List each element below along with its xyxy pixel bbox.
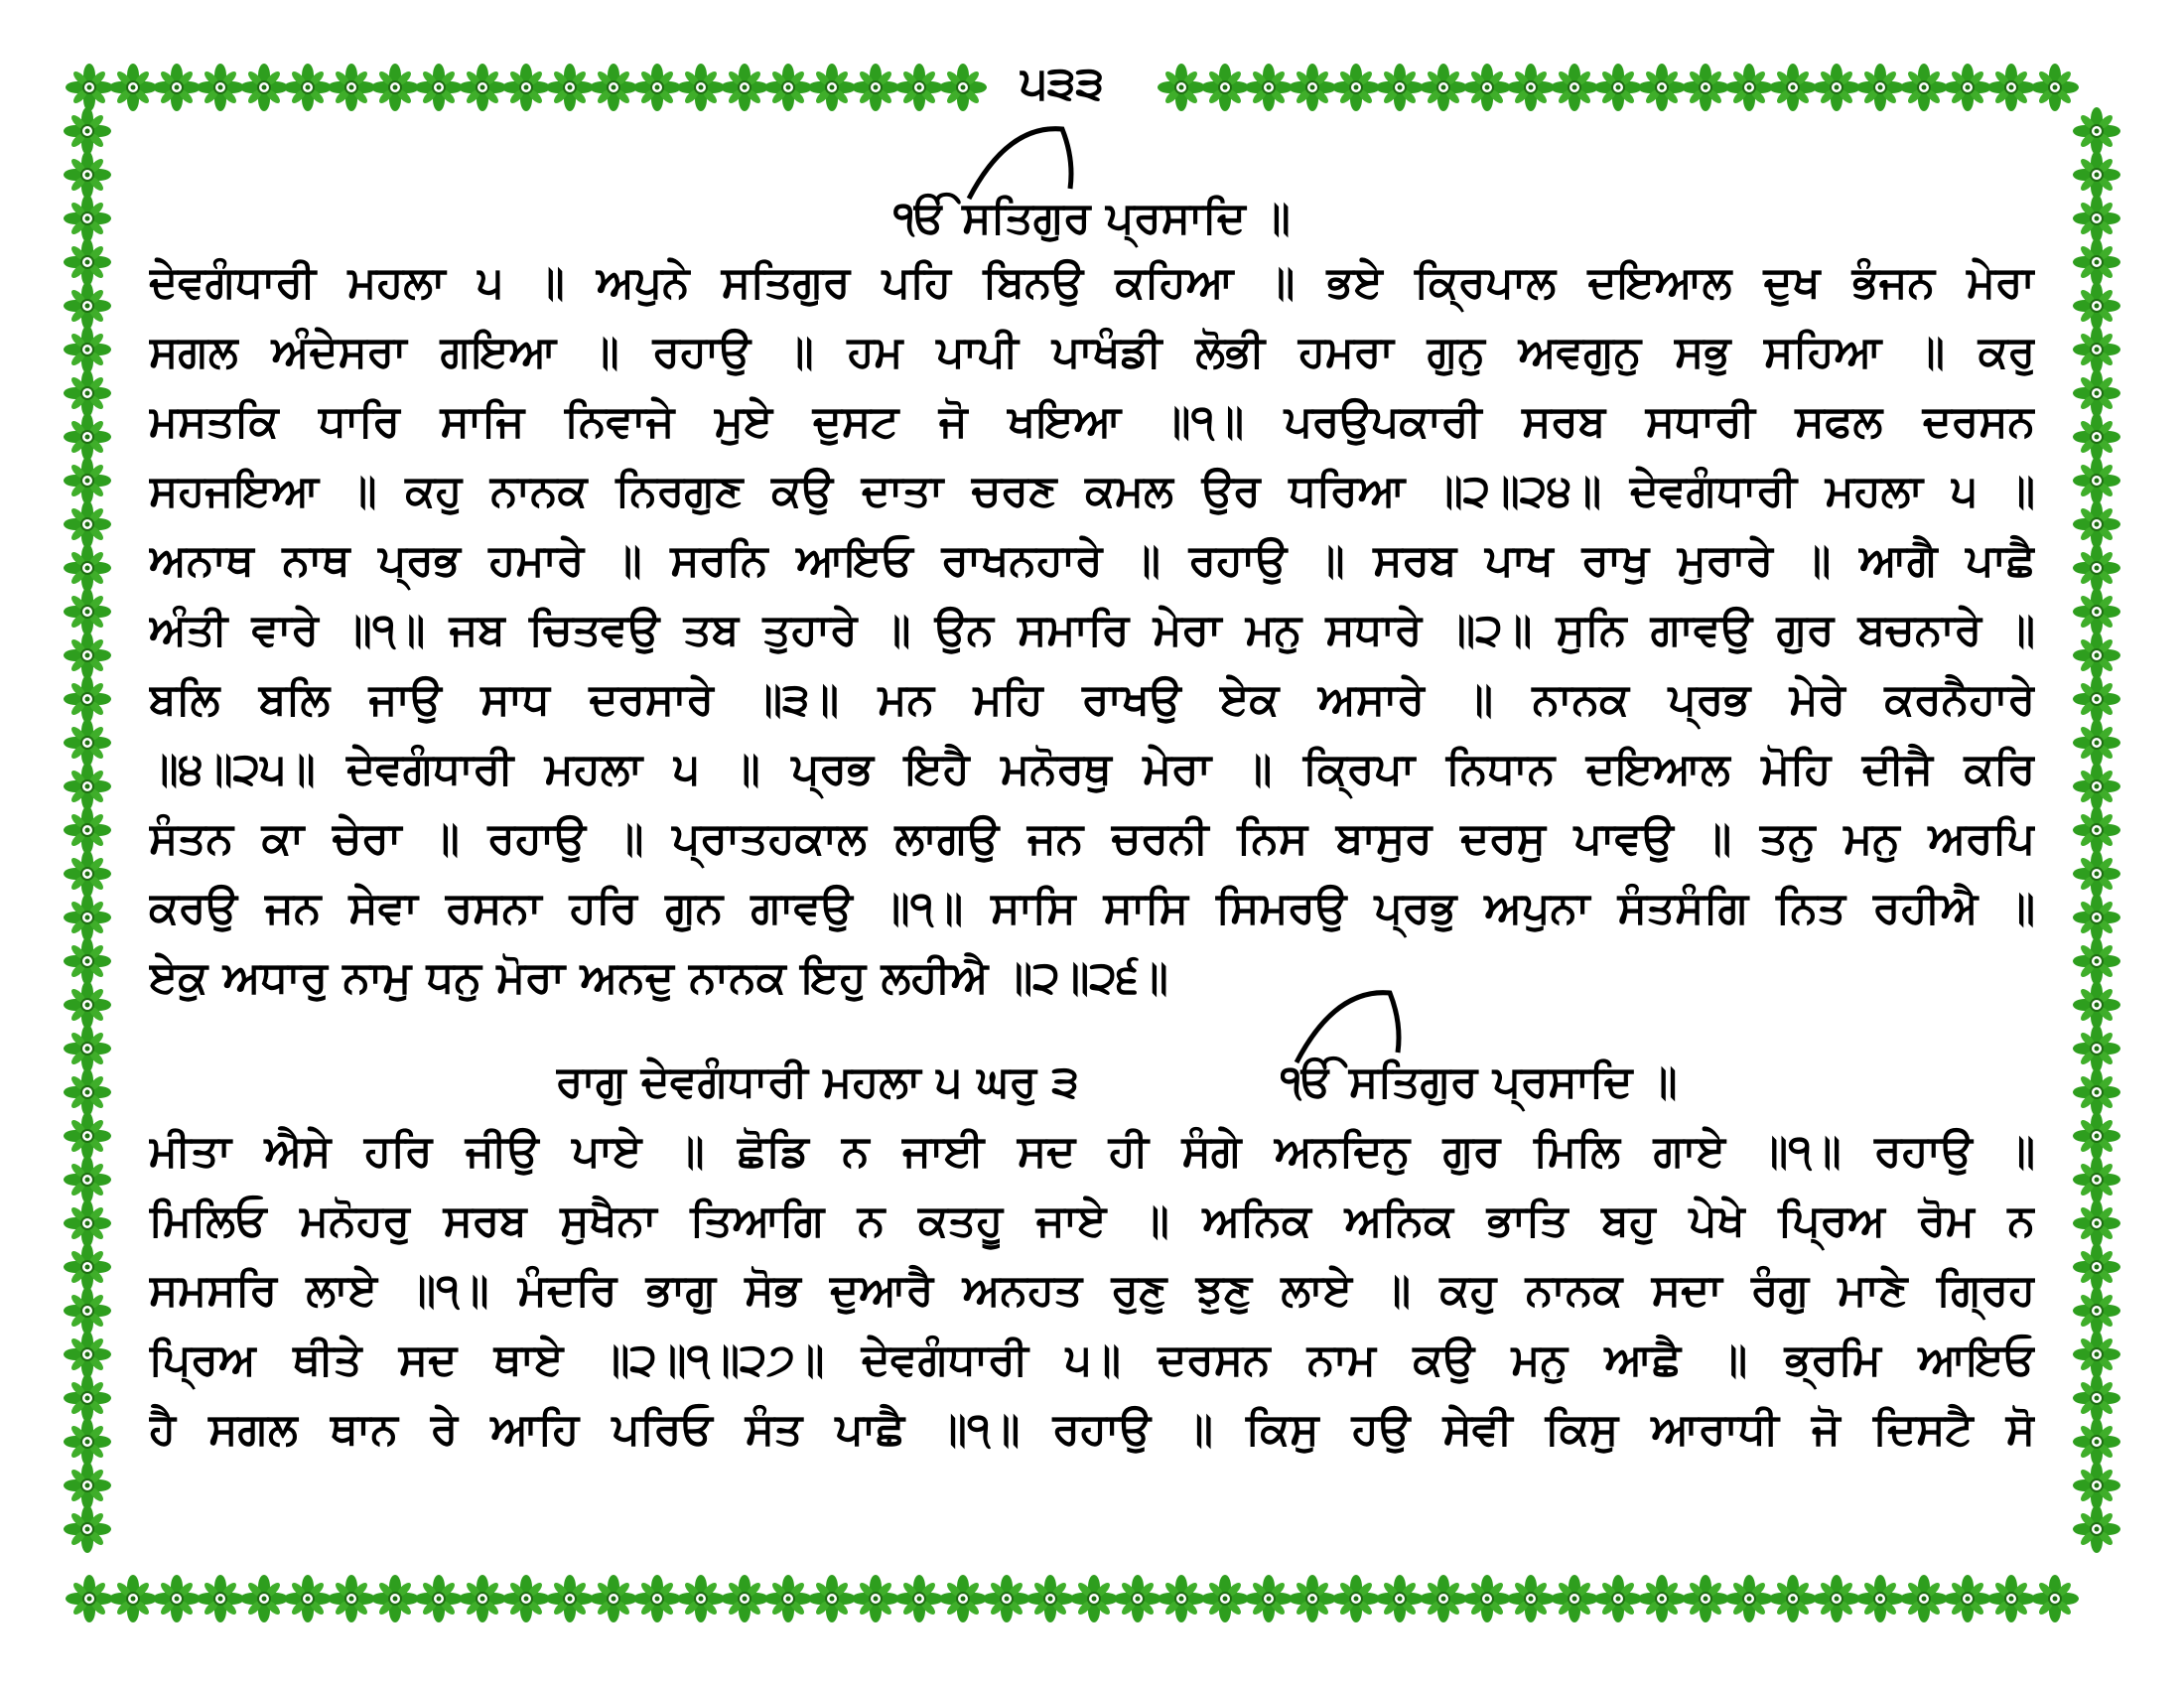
flower-icon bbox=[284, 64, 332, 111]
flower-icon bbox=[1944, 1575, 1991, 1622]
flower-icon bbox=[852, 64, 899, 111]
flower-icon bbox=[2073, 413, 2120, 461]
flower-icon bbox=[64, 937, 111, 985]
flower-icon bbox=[1725, 64, 1773, 111]
flower-icon bbox=[1245, 64, 1293, 111]
flower-icon bbox=[64, 850, 111, 898]
flower-icon bbox=[371, 64, 419, 111]
flower-icon bbox=[764, 1575, 812, 1622]
flower-icon bbox=[2073, 107, 2120, 155]
flower-icon bbox=[2073, 763, 2120, 810]
flower-icon bbox=[64, 195, 111, 242]
flower-icon bbox=[64, 500, 111, 548]
flower-icon bbox=[2073, 806, 2120, 854]
flower-icon bbox=[64, 675, 111, 723]
flower-icon bbox=[2073, 326, 2120, 373]
text-line: ਦੇਵਗੰਧਾਰੀ ਮਹਲਾ ੫ ॥ ਅਪੁਨੇ ਸਤਿਗੁਰ ਪਹਿ ਬਿਨਉ ਕਹਿਆ ॥ ਭਏ ਕ੍ਰਿਪਾਲ ਦਇਆਲ ਦੁਖ ਭੰਜਨ ਮੇਰਾ bbox=[149, 257, 2035, 308]
flower-icon bbox=[2073, 1287, 2120, 1335]
flower-icon bbox=[328, 1575, 375, 1622]
flower-icon bbox=[1158, 64, 1205, 111]
flower-icon bbox=[502, 1575, 550, 1622]
flower-icon bbox=[64, 1462, 111, 1509]
flower-icon bbox=[1682, 64, 1729, 111]
text-line: ਹੈ ਸਗਲ ਥਾਨ ਰੇ ਆਹਿ ਪਰਿਓ ਸੰਤ ਪਾਛੈ ॥੧॥ ਰਹਾਉ ॥ ਕਿਸੁ ਹਉ ਸੇਵੀ ਕਿਸੁ ਆਰਾਧੀ ਜੋ ਦਿਸਟੈ ਸੋ bbox=[149, 1404, 2035, 1455]
flower-icon bbox=[64, 1112, 111, 1160]
flower-icon bbox=[2073, 894, 2120, 941]
flower-icon bbox=[1158, 1575, 1205, 1622]
flower-icon bbox=[2073, 981, 2120, 1029]
flower-icon bbox=[590, 1575, 637, 1622]
flower-icon bbox=[64, 413, 111, 461]
flower-icon bbox=[240, 64, 288, 111]
flower-icon bbox=[284, 1575, 332, 1622]
flower-icon bbox=[1769, 64, 1817, 111]
flower-icon bbox=[1332, 64, 1380, 111]
flower-icon bbox=[2073, 500, 2120, 548]
flower-icon bbox=[64, 238, 111, 286]
flower-icon bbox=[1507, 64, 1555, 111]
flower-icon bbox=[2073, 151, 2120, 199]
text-line: ਬਲਿ ਬਲਿ ਜਾਉ ਸਾਧ ਦਰਸਾਰੇ ॥੩॥ ਮਨ ਮਹਿ ਰਾਖਉ ਏਕ ਅਸਾਰੇ ॥ ਨਾਨਕ ਪ੍ਰਭ ਮੇਰੇ ਕਰਨੈਹਾਰੇ bbox=[149, 674, 2035, 725]
flower-icon bbox=[64, 1199, 111, 1247]
flower-icon bbox=[64, 369, 111, 417]
flower-icon bbox=[1245, 1575, 1293, 1622]
flower-icon bbox=[546, 64, 594, 111]
flower-icon bbox=[2073, 719, 2120, 767]
flower-icon bbox=[2073, 675, 2120, 723]
flower-icon bbox=[2073, 238, 2120, 286]
flower-icon bbox=[1987, 64, 2035, 111]
flower-icon bbox=[633, 64, 681, 111]
flower-icon bbox=[2073, 282, 2120, 330]
flower-icon bbox=[1900, 64, 1948, 111]
flower-icon bbox=[1900, 1575, 1948, 1622]
flower-icon bbox=[64, 1068, 111, 1116]
flower-icon bbox=[64, 632, 111, 679]
flower-icon bbox=[64, 1374, 111, 1422]
flower-icon bbox=[1638, 1575, 1686, 1622]
flower-icon bbox=[1856, 64, 1904, 111]
flower-icon bbox=[1114, 1575, 1161, 1622]
flower-icon bbox=[2073, 937, 2120, 985]
flower-icon bbox=[2073, 632, 2120, 679]
flower-icon bbox=[64, 326, 111, 373]
page-number: ੫੩੩ bbox=[1003, 48, 1122, 117]
flower-icon bbox=[197, 64, 244, 111]
flower-icon bbox=[64, 719, 111, 767]
text-line: ਮਸਤਕਿ ਧਾਰਿ ਸਾਜਿ ਨਿਵਾਜੇ ਮੁਏ ਦੁਸਟ ਜੋ ਖਇਆ ॥੧॥ ਪਰਉਪਕਾਰੀ ਸਰਬ ਸਧਾਰੀ ਸਫਲ ਦਰਸਨ bbox=[149, 396, 2035, 447]
flower-icon bbox=[1944, 64, 1991, 111]
flower-icon bbox=[2073, 1068, 2120, 1116]
flower-icon bbox=[64, 806, 111, 854]
text-line: ॥੪॥੨੫॥ ਦੇਵਗੰਧਾਰੀ ਮਹਲਾ ੫ ॥ ਪ੍ਰਭ ਇਹੈ ਮਨੋਰਥੁ ਮੇਰਾ ॥ ਕ੍ਰਿਪਾ ਨਿਧਾਨ ਦਇਆਲ ਮੋਹਿ ਦੀਜੈ ਕਰਿ bbox=[149, 744, 2035, 794]
flower-icon bbox=[2031, 1575, 2079, 1622]
flower-icon bbox=[1463, 64, 1511, 111]
text-line: ਮੀਤਾ ਐਸੇ ਹਰਿ ਜੀਉ ਪਾਏ ॥ ਛੋਡਿ ਨ ਜਾਈ ਸਦ ਹੀ ਸੰਗੇ ਅਨਦਿਨੁ ਗੁਰ ਮਿਲਿ ਗਾਏ ॥੧॥ ਰਹਾਉ ॥ bbox=[149, 1126, 2035, 1177]
flower-icon bbox=[64, 1331, 111, 1378]
flower-icon bbox=[1070, 1575, 1118, 1622]
flower-icon bbox=[1420, 64, 1467, 111]
flower-icon bbox=[895, 1575, 943, 1622]
flower-icon bbox=[64, 1287, 111, 1335]
flower-icon bbox=[1725, 1575, 1773, 1622]
flower-icon bbox=[2073, 1199, 2120, 1247]
flower-icon bbox=[2031, 64, 2079, 111]
flower-icon bbox=[895, 64, 943, 111]
flower-icon bbox=[371, 1575, 419, 1622]
flower-icon bbox=[1201, 1575, 1249, 1622]
flower-icon bbox=[64, 1156, 111, 1203]
flower-icon bbox=[1769, 1575, 1817, 1622]
flower-icon bbox=[64, 894, 111, 941]
flower-icon bbox=[1289, 1575, 1336, 1622]
flower-icon bbox=[64, 763, 111, 810]
flower-icon bbox=[1289, 64, 1336, 111]
flower-icon bbox=[1376, 1575, 1424, 1622]
section-heading: ਰਾਗੁ ਦੇਵਗੰਧਾਰੀ ਮਹਲਾ ੫ ਘਰੁ ੩ bbox=[556, 1056, 1079, 1107]
flower-icon bbox=[1201, 64, 1249, 111]
flower-icon bbox=[2073, 457, 2120, 504]
flower-icon bbox=[1594, 1575, 1642, 1622]
flower-icon bbox=[66, 1575, 113, 1622]
flower-icon bbox=[109, 64, 157, 111]
flower-icon bbox=[1420, 1575, 1467, 1622]
flower-icon bbox=[2073, 850, 2120, 898]
flower-icon bbox=[2073, 1374, 2120, 1422]
flower-icon bbox=[64, 282, 111, 330]
flower-icon bbox=[939, 64, 987, 111]
flower-icon bbox=[1987, 1575, 2035, 1622]
header-invocation: ੴ ਸਤਿਗੁਰ ਪ੍ਰਸਾਦਿ ॥ bbox=[893, 193, 1291, 243]
flower-icon bbox=[415, 1575, 463, 1622]
flower-icon bbox=[721, 64, 768, 111]
flower-icon bbox=[808, 1575, 856, 1622]
text-line: ਪ੍ਰਿਅ ਥੀਤੇ ਸਦ ਥਾਏ ॥੨॥੧॥੨੭॥ ਦੇਵਗੰਧਾਰੀ ੫॥ ਦਰਸਨ ਨਾਮ ਕਉ ਮਨੁ ਆਛੈ ॥ ਭ੍ਰਮਿ ਆਇਓ bbox=[149, 1335, 2035, 1385]
flower-icon bbox=[590, 64, 637, 111]
flower-icon bbox=[677, 1575, 725, 1622]
flower-icon bbox=[64, 151, 111, 199]
flower-icon bbox=[2073, 1505, 2120, 1553]
flower-icon bbox=[633, 1575, 681, 1622]
flower-icon bbox=[1463, 1575, 1511, 1622]
flower-icon bbox=[546, 1575, 594, 1622]
text-line: ਅਨਾਥ ਨਾਥ ਪ੍ਰਭ ਹਮਾਰੇ ॥ ਸਰਨਿ ਆਇਓ ਰਾਖਨਹਾਰੇ ॥ ਰਹਾਉ ॥ ਸਰਬ ਪਾਖ ਰਾਖੁ ਮੁਰਾਰੇ ॥ ਆਗੈ ਪਾਛੈ bbox=[149, 535, 2035, 586]
text-line: ਸਹਜਇਆ ॥ ਕਹੁ ਨਾਨਕ ਨਿਰਗੁਣ ਕਉ ਦਾਤਾ ਚਰਣ ਕਮਲ ਉਰ ਧਰਿਆ ॥੨॥੨੪॥ ਦੇਵਗੰਧਾਰੀ ਮਹਲਾ ੫ ॥ bbox=[149, 466, 2035, 516]
flower-icon bbox=[808, 64, 856, 111]
flower-icon bbox=[983, 1575, 1030, 1622]
text-line: ਸਮਸਰਿ ਲਾਏ ॥੧॥ ਮੰਦਰਿ ਭਾਗੁ ਸੋਭ ਦੁਆਰੈ ਅਨਹਤ ਰੁਣੁ ਝੁਣੁ ਲਾਏ ॥ ਕਹੁ ਨਾਨਕ ਸਦਾ ਰੰਗੁ ਮਾਣੇ ਗ੍ਰਿਹ bbox=[149, 1265, 2035, 1316]
text-line: ਕਰਉ ਜਨ ਸੇਵਾ ਰਸਨਾ ਹਰਿ ਗੁਨ ਗਾਵਉ ॥੧॥ ਸਾਸਿ ਸਾਸਿ ਸਿਮਰਉ ਪ੍ਰਭੁ ਅਪੁਨਾ ਸੰਤਸੰਗਿ ਨਿਤ ਰਹੀਐ ॥ bbox=[149, 883, 2035, 933]
flower-icon bbox=[2073, 1243, 2120, 1291]
flower-icon bbox=[1594, 64, 1642, 111]
flower-icon bbox=[64, 588, 111, 635]
flower-icon bbox=[64, 107, 111, 155]
text-line: ਏਕੁ ਅਧਾਰੁ ਨਾਮੁ ਧਨੁ ਮੋਰਾ ਅਨਦੁ ਨਾਨਕ ਇਹੁ ਲਹੀਐ ॥੨॥੨੬॥ bbox=[149, 952, 1168, 1003]
text-line: ਸਗਲ ਅੰਦੇਸਰਾ ਗਇਆ ॥ ਰਹਾਉ ॥ ਹਮ ਪਾਪੀ ਪਾਖੰਡੀ ਲੋਭੀ ਹਮਰਾ ਗੁਨੁ ਅਵਗੁਨੁ ਸਭੁ ਸਹਿਆ ॥ ਕਰੁ bbox=[149, 327, 2035, 377]
flower-icon bbox=[64, 981, 111, 1029]
flower-icon bbox=[2073, 1462, 2120, 1509]
flower-icon bbox=[1507, 1575, 1555, 1622]
flower-icon bbox=[2073, 195, 2120, 242]
flower-icon bbox=[459, 64, 506, 111]
flower-icon bbox=[1638, 64, 1686, 111]
flower-icon bbox=[852, 1575, 899, 1622]
flower-icon bbox=[2073, 1418, 2120, 1466]
section-invocation: ੴ ਸਤਿਗੁਰ ਪ੍ਰਸਾਦਿ ॥ bbox=[1281, 1056, 1678, 1107]
flower-icon bbox=[64, 544, 111, 592]
flower-icon bbox=[1376, 64, 1424, 111]
flower-icon bbox=[721, 1575, 768, 1622]
flower-icon bbox=[764, 64, 812, 111]
flower-icon bbox=[2073, 1112, 2120, 1160]
flower-icon bbox=[2073, 1156, 2120, 1203]
flower-icon bbox=[677, 64, 725, 111]
flower-icon bbox=[64, 1505, 111, 1553]
flower-icon bbox=[1551, 1575, 1598, 1622]
flower-icon bbox=[328, 64, 375, 111]
flower-icon bbox=[153, 64, 201, 111]
flower-icon bbox=[1682, 1575, 1729, 1622]
flower-icon bbox=[109, 1575, 157, 1622]
flower-icon bbox=[66, 64, 113, 111]
flower-icon bbox=[939, 1575, 987, 1622]
flower-icon bbox=[64, 1025, 111, 1072]
text-line: ਸੰਤਨ ਕਾ ਚੇਰਾ ॥ ਰਹਾਉ ॥ ਪ੍ਰਾਤਹਕਾਲ ਲਾਗਉ ਜਨ ਚਰਨੀ ਨਿਸ ਬਾਸੁਰ ਦਰਸੁ ਪਾਵਉ ॥ ਤਨੁ ਮਨੁ ਅਰਪਿ bbox=[149, 813, 2035, 864]
flower-icon bbox=[1551, 64, 1598, 111]
flower-icon bbox=[2073, 588, 2120, 635]
flower-icon bbox=[1332, 1575, 1380, 1622]
flower-icon bbox=[64, 1243, 111, 1291]
flower-icon bbox=[2073, 369, 2120, 417]
flower-icon bbox=[415, 64, 463, 111]
flower-icon bbox=[1813, 1575, 1860, 1622]
text-line: ਅੰਤੀ ਵਾਰੇ ॥੧॥ ਜਬ ਚਿਤਵਉ ਤਬ ਤੁਹਾਰੇ ॥ ਉਨ ਸਮਾਰਿ ਮੇਰਾ ਮਨੁ ਸਧਾਰੇ ॥੨॥ ਸੁਨਿ ਗਾਵਉ ਗੁਰ ਬਚਨਾਰੇ ॥ bbox=[149, 605, 2035, 655]
flower-icon bbox=[2073, 1025, 2120, 1072]
flower-icon bbox=[2073, 544, 2120, 592]
flower-icon bbox=[64, 457, 111, 504]
flower-icon bbox=[197, 1575, 244, 1622]
flower-icon bbox=[153, 1575, 201, 1622]
flower-icon bbox=[2073, 1331, 2120, 1378]
flower-icon bbox=[1856, 1575, 1904, 1622]
flower-icon bbox=[502, 64, 550, 111]
text-line: ਮਿਲਿਓ ਮਨੋਹਰੁ ਸਰਬ ਸੁਖੈਨਾ ਤਿਆਗਿ ਨ ਕਤਹੂ ਜਾਏ ॥ ਅਨਿਕ ਅਨਿਕ ਭਾਤਿ ਬਹੁ ਪੇਖੇ ਪ੍ਰਿਅ ਰੋਮ ਨ bbox=[149, 1196, 2035, 1246]
flower-icon bbox=[64, 1418, 111, 1466]
flower-icon bbox=[240, 1575, 288, 1622]
flower-icon bbox=[1813, 64, 1860, 111]
flower-icon bbox=[1026, 1575, 1074, 1622]
flower-icon bbox=[459, 1575, 506, 1622]
